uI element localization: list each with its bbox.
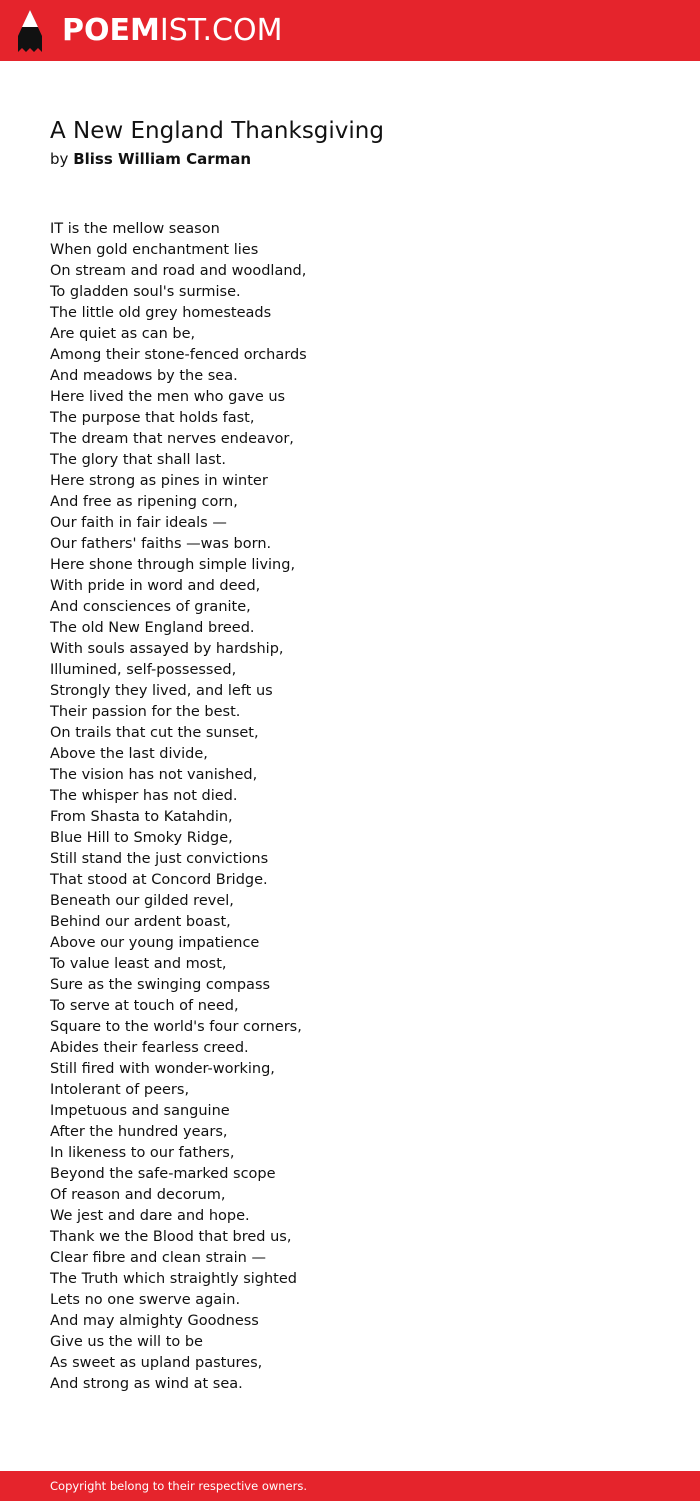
- poem-line: Give us the will to be: [50, 1334, 203, 1350]
- poem-line: Here strong as pines in winter: [50, 473, 268, 489]
- site-header: [0, 0, 700, 61]
- poem-line: After the hundred years,: [50, 1124, 228, 1140]
- poem-line: The whisper has not died.: [50, 788, 238, 804]
- poem-line: Our faith in fair ideals —: [50, 515, 227, 531]
- poem-line: To gladden soul's surmise.: [50, 284, 241, 300]
- poem-line: The old New England breed.: [50, 620, 255, 636]
- poem-line: And meadows by the sea.: [50, 368, 238, 384]
- poem-line: That stood at Concord Bridge.: [50, 872, 268, 888]
- poem-line: Here lived the men who gave us: [50, 389, 286, 405]
- poem-line: The dream that nerves endeavor,: [50, 431, 294, 447]
- poem-line: With souls assayed by hardship,: [50, 641, 284, 657]
- poem-line: Lets no one swerve again.: [50, 1292, 241, 1308]
- poem-line: On trails that cut the sunset,: [50, 725, 259, 741]
- poem-line: Above the last divide,: [50, 746, 208, 762]
- poem-line: On stream and road and woodland,: [50, 263, 307, 279]
- poem-line: With pride in word and deed,: [50, 578, 261, 594]
- poem-line: To serve at touch of need,: [50, 998, 239, 1014]
- poem-line: Among their stone-fenced orchards: [50, 347, 307, 363]
- poem-line: As sweet as upland pastures,: [50, 1355, 263, 1371]
- poem-line: Strongly they lived, and left us: [50, 683, 273, 699]
- by-label: by: [50, 150, 69, 168]
- poem-line: Abides their fearless creed.: [50, 1040, 249, 1056]
- poem-line: From Shasta to Katahdin,: [50, 809, 233, 825]
- poem-line: The Truth which straightly sighted: [50, 1271, 297, 1287]
- site-footer: [0, 1471, 700, 1501]
- poem-line: Thank we the Blood that bred us,: [50, 1229, 292, 1245]
- poem-body: [50, 219, 670, 1395]
- pencil-logo-icon: [18, 10, 42, 52]
- poem-line: Still stand the just convictions: [50, 851, 269, 867]
- poem-line: And may almighty Goodness: [50, 1313, 259, 1329]
- copyright-text: Copyright belong to their respective owners.: [50, 1479, 308, 1493]
- poem-heading: [50, 115, 670, 170]
- poem-line: Square to the world's four corners,: [50, 1019, 302, 1035]
- logo-word-bold: POEM: [62, 13, 160, 48]
- poem-line: Illumined, self-possessed,: [50, 662, 237, 678]
- poem-line: Still fired with wonder-working,: [50, 1061, 275, 1077]
- logo-word-thin: IST.COM: [159, 13, 283, 48]
- poem-line: Blue Hill to Smoky Ridge,: [50, 830, 233, 846]
- poem-line: Here shone through simple living,: [50, 557, 296, 573]
- poem-line: Their passion for the best.: [50, 704, 241, 720]
- poem-line: Intolerant of peers,: [50, 1082, 190, 1098]
- poem-line: And strong as wind at sea.: [50, 1376, 243, 1392]
- poem-line: The purpose that holds fast,: [50, 410, 255, 426]
- poem-line: When gold enchantment lies: [50, 242, 259, 258]
- poem-line: Clear fibre and clean strain —: [50, 1250, 266, 1266]
- poem-line: The little old grey homesteads: [50, 305, 272, 321]
- poem-line: The glory that shall last.: [50, 452, 226, 468]
- poem-line: Of reason and decorum,: [50, 1187, 226, 1203]
- poem-line: Sure as the swinging compass: [50, 977, 271, 993]
- poem-line: Behind our ardent boast,: [50, 914, 231, 930]
- site-logo-link[interactable]: [18, 10, 282, 52]
- author-name[interactable]: Bliss William Carman: [73, 150, 252, 168]
- poem-line: We jest and dare and hope.: [50, 1208, 250, 1224]
- poem-line: The vision has not vanished,: [50, 767, 258, 783]
- site-logo-text: [62, 10, 282, 52]
- poem-line: IT is the mellow season: [50, 221, 220, 237]
- poem-line: And free as ripening corn,: [50, 494, 238, 510]
- poem-line: Beyond the safe-marked scope: [50, 1166, 276, 1182]
- poem-line: Impetuous and sanguine: [50, 1103, 230, 1119]
- poem-line: Are quiet as can be,: [50, 326, 196, 342]
- poem-line: To value least and most,: [50, 956, 227, 972]
- poem-line: And consciences of granite,: [50, 599, 251, 615]
- poem-line: Our fathers' faiths —was born.: [50, 536, 272, 552]
- poem-line: Above our young impatience: [50, 935, 260, 951]
- poem-line: In likeness to our fathers,: [50, 1145, 235, 1161]
- poem-line: Beneath our gilded revel,: [50, 893, 234, 909]
- byline: [50, 148, 670, 170]
- poem-title: A New England Thanksgiving: [50, 118, 384, 144]
